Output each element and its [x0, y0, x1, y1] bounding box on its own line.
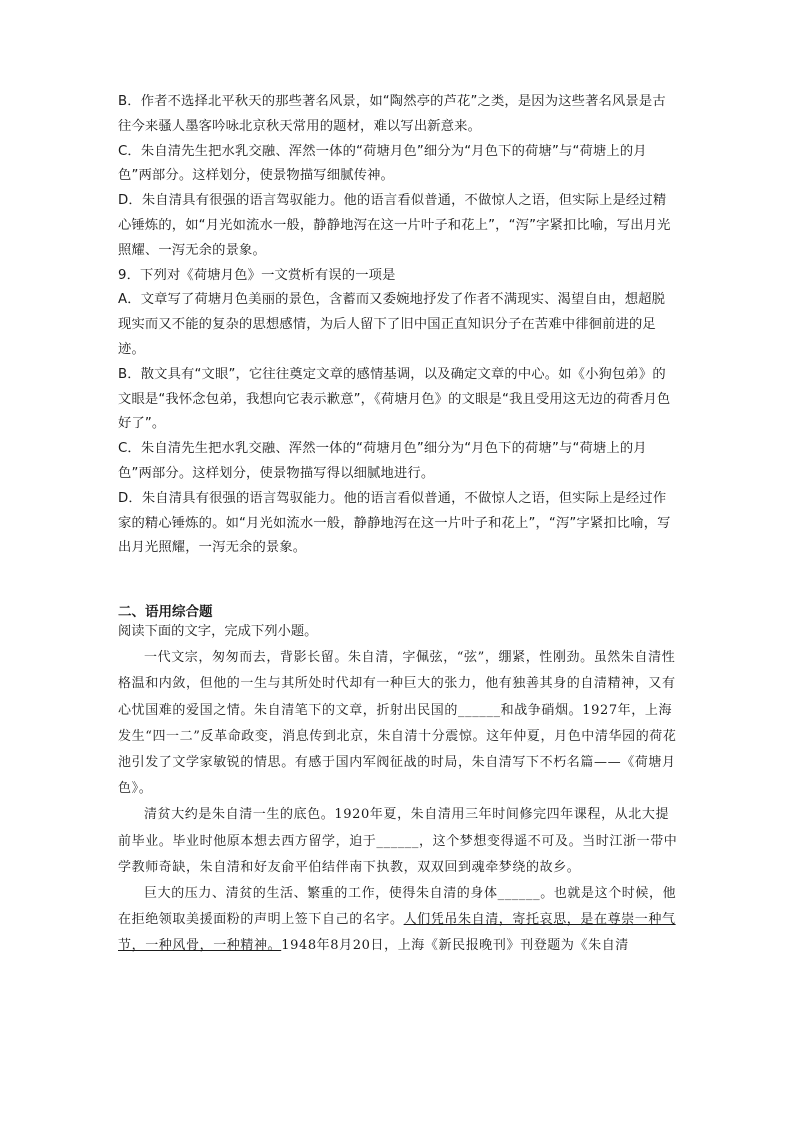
passage-paragraph-3	[118, 881, 678, 960]
q9-option-d: D．朱自清具有很强的语言驾驭能力。他的语言看似普通，不做惊人之语，但实际上是经过作家的精心锤炼的。如“月光如流水一般，静静地泻在这一片叶子和花上”，“泻”字紧扣比喻，写出月光照耀，一泻无余的景象。	[118, 490, 671, 556]
q8-option-b: B．作者不选择北平秋天的那些著名风景，如“陶然亭的芦花”之类，是因为这些著名风景是古往今来骚人墨客吟咏北京秋天常用的题材，难以写出新意来。	[118, 94, 666, 134]
document-page	[118, 90, 678, 960]
q8-option-c: C．朱自清先生把水乳交融、浑然一体的“荷塘月色”细分为“月色下的荷塘”与“荷塘上的月色”两部分。这样划分，使景物描写细腻传神。	[118, 143, 647, 184]
q8-option-d: D．朱自清具有很强的语言驾驭能力。他的语言看似普通，不做惊人之语，但实际上是经过精心锤炼的，如“月光如流水一般，静静地泻在这一片叶子和花上”，“泻”字紧扣比喻，写出月光照耀、一泻无余的景象。	[118, 193, 671, 258]
passage-paragraph-1: 一代文宗，匆匆而去，背影长留。朱自清，字佩弦，“弦”，绷紧，性刚劲。虽然朱自清性格温和内敛，但他的一生与其所处时代却有一种巨大的张力，他有独善其身的自清精神，又有心忧国难的爱国之情。朱自清笔下的文章，折射出民国的______和战争硝烟。1927年，上海发生“四一二”反革命政变，消息传到北京，朱自清十分震惊。这年仲夏，月色中清华园的荷花池引发了文学家敏锐的情思。有感于国内军阀征战的时局，朱自清写下不朽名篇——《荷塘月色》。	[118, 650, 677, 797]
passage-paragraph-3-text: 巨大的压力、清贫的生活、繁重的工作，使得朱自清的身体______。也就是这个时候，他在拒绝领取美援面粉的声明上签下自己的名字。	[118, 885, 677, 928]
q9-option-c: C．朱自清先生把水乳交融、浑然一体的“荷塘月色”细分为“月色下的荷塘”与“荷塘上的月色”两部分。这样划分，使景物描写得以细腻地进行。	[118, 441, 647, 481]
section-intro: 阅读下面的文字，完成下列小题。	[118, 624, 318, 640]
passage-paragraph-3-tail: 1948年8月20日，上海《新民报晚刊》刊登题为《朱自清	[281, 938, 629, 954]
section-heading: 二、语用综合题	[118, 604, 213, 621]
q9-option-a: A．文章写了荷塘月色美丽的景色，含蓄而又委婉地抒发了作者不满现实、渴望自由，想超脱现实而又不能的复杂的思想感情，为后人留下了旧中国正直知识分子在苦难中徘徊前进的足迹。	[118, 292, 666, 357]
passage-paragraph-2: 清贫大约是朱自清一生的底色。1920年夏，朱自清用三年时间修完四年课程，从北大提前毕业。毕业时他原本想去西方留学，迫于______，这个梦想变得遥不可及。当时江浙一带中学教师奇缺，朱自清和好友俞平伯结伴南下执教，双双回到魂牵梦绕的故乡。	[118, 807, 678, 875]
underlined-sentence: 人们凭吊朱自清，寄托哀思，是在尊崇一种气节，一种风骨，一种精神。	[118, 912, 676, 954]
q9-option-b: B．散文具有“文眼”，它往往奠定文章的感情基调，以及确定文章的中心。如《小狗包弟》的文眼是“我怀念包弟，我想向它表示歉意”，《荷塘月色》的文眼是“我且受用这无边的荷香月色好了”。	[118, 366, 671, 432]
q9-stem: 9．下列对《荷塘月色》一文赏析有误的一项是	[118, 267, 396, 283]
